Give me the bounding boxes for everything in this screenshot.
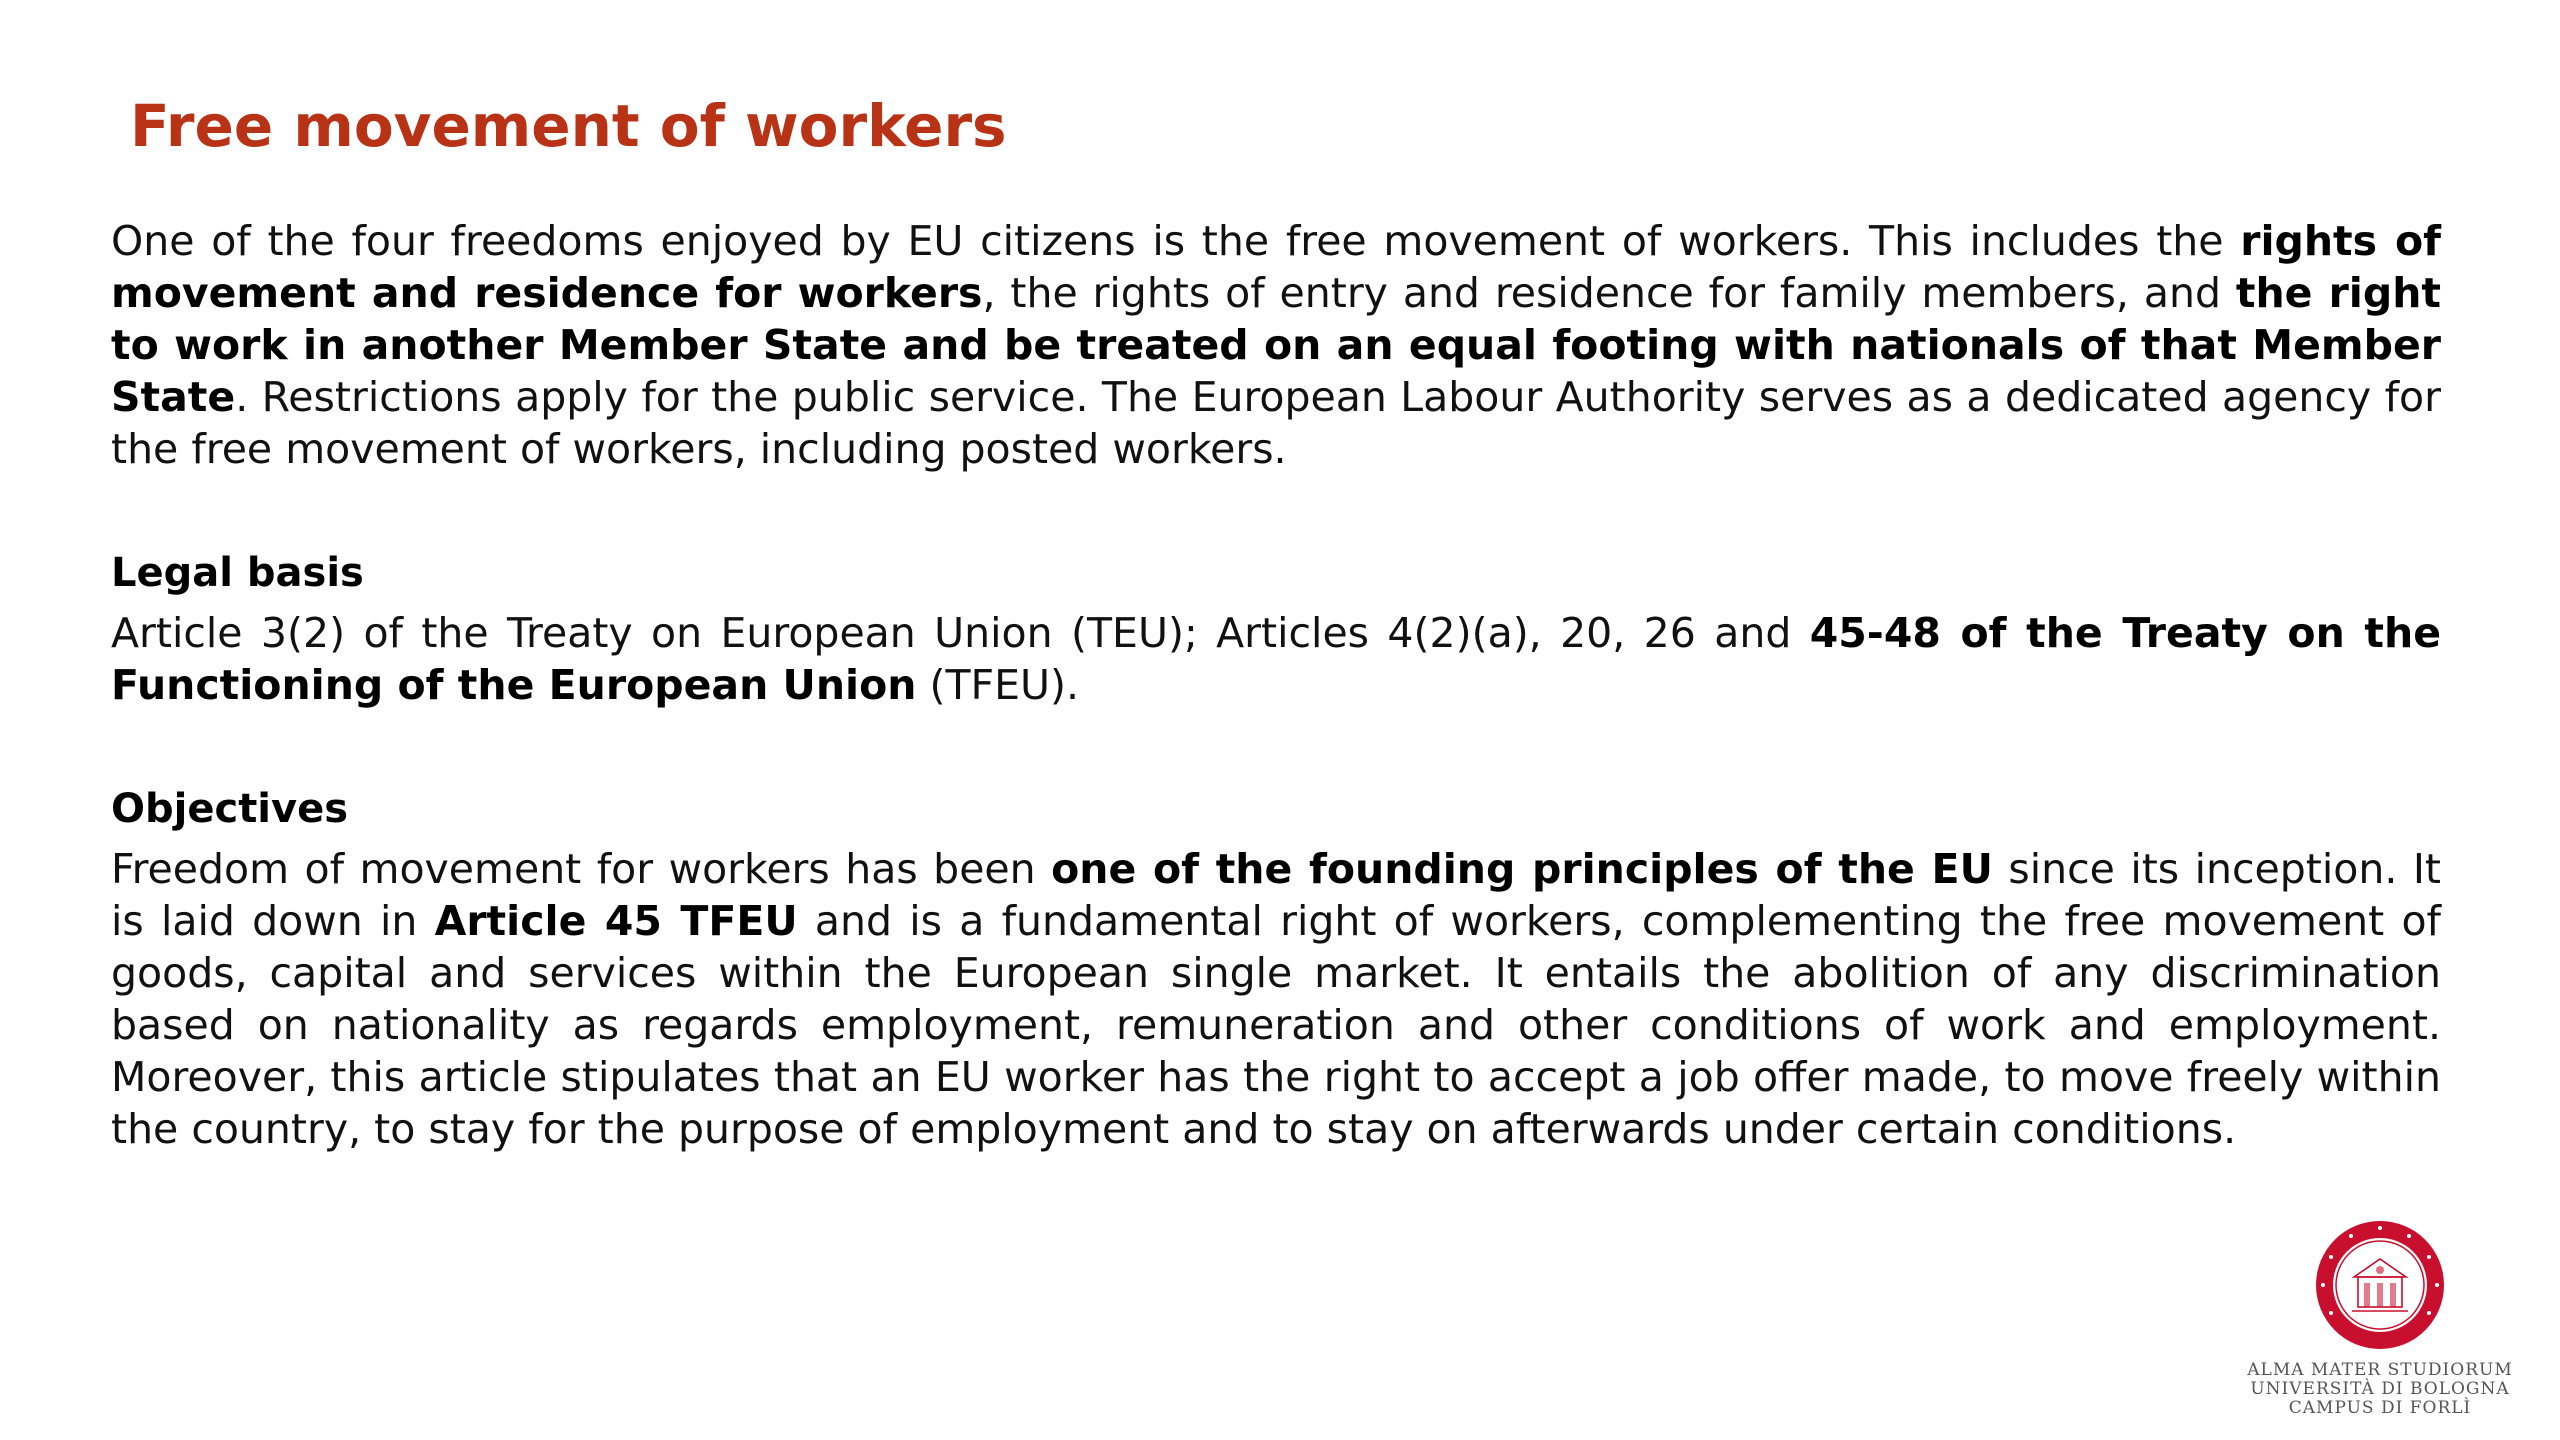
- logo-line-1: ALMA MATER STUDIORUM: [2247, 1360, 2513, 1380]
- intro-paragraph: [111, 215, 2441, 475]
- legal-bold-1: 45-48 of the Treaty on the Functioning of the European Union: [111, 609, 2442, 709]
- objectives-text-2: since its inception. It is laid down in: [111, 845, 2441, 945]
- logo-line-3: CAMPUS DI FORLÌ: [2288, 1398, 2472, 1418]
- intro-bold-1: rights of movement and residence for workers: [111, 217, 2442, 317]
- intro-text-1: One of the four freedoms enjoyed by EU citizens is the free movement of workers. This includes the: [111, 217, 2241, 265]
- objectives-section: [111, 783, 2441, 1155]
- legal-text-1: Article 3(2) of the Treaty on European Union (TEU); Articles 4(2)(a), 20, 26 and: [111, 609, 1810, 657]
- objectives-bold-1: one of the founding principles of the EU: [1051, 845, 1993, 893]
- objectives-text-1: Freedom of movement for workers has been: [111, 845, 1052, 893]
- objectives-bold-2: Article 45 TFEU: [434, 897, 798, 945]
- university-logo: [2240, 1219, 2520, 1418]
- objectives-paragraph: [111, 843, 2441, 1155]
- objectives-text-3: and is a fundamental right of workers, complementing the free movement of goods, capital and services within the European single market. It entails the abolition of any discrimination based on nationality as regards employment, remuneration and other conditions of work and employment. Moreover, this article stipulates that an EU worker has the right to accept a job offer made, to move freely within the country, to stay for the purpose of employment and to stay on afterwards under certain conditions.: [111, 897, 2441, 1153]
- intro-text-2: , the rights of entry and residence for family members, and: [982, 269, 2236, 317]
- logo-line-2: UNIVERSITÀ DI BOLOGNA: [2250, 1379, 2510, 1399]
- objectives-heading: Objectives: [111, 786, 349, 832]
- legal-basis-paragraph: [111, 607, 2441, 711]
- legal-basis-heading: Legal basis: [111, 550, 364, 596]
- slide-title: Free movement of workers: [130, 92, 1007, 160]
- university-seal-icon: [2314, 1219, 2446, 1351]
- intro-bold-2: the right to work in another Member State and be treated on an equal footing with nationals of that Member State: [111, 269, 2441, 421]
- legal-text-2: (TFEU).: [916, 661, 1080, 709]
- intro-text-3: . Restrictions apply for the public service. The European Labour Authority serves as a dedicated agency for the free movement of workers, including posted workers.: [111, 373, 2441, 473]
- slide-body: [111, 215, 2441, 1155]
- legal-basis-section: [111, 547, 2441, 711]
